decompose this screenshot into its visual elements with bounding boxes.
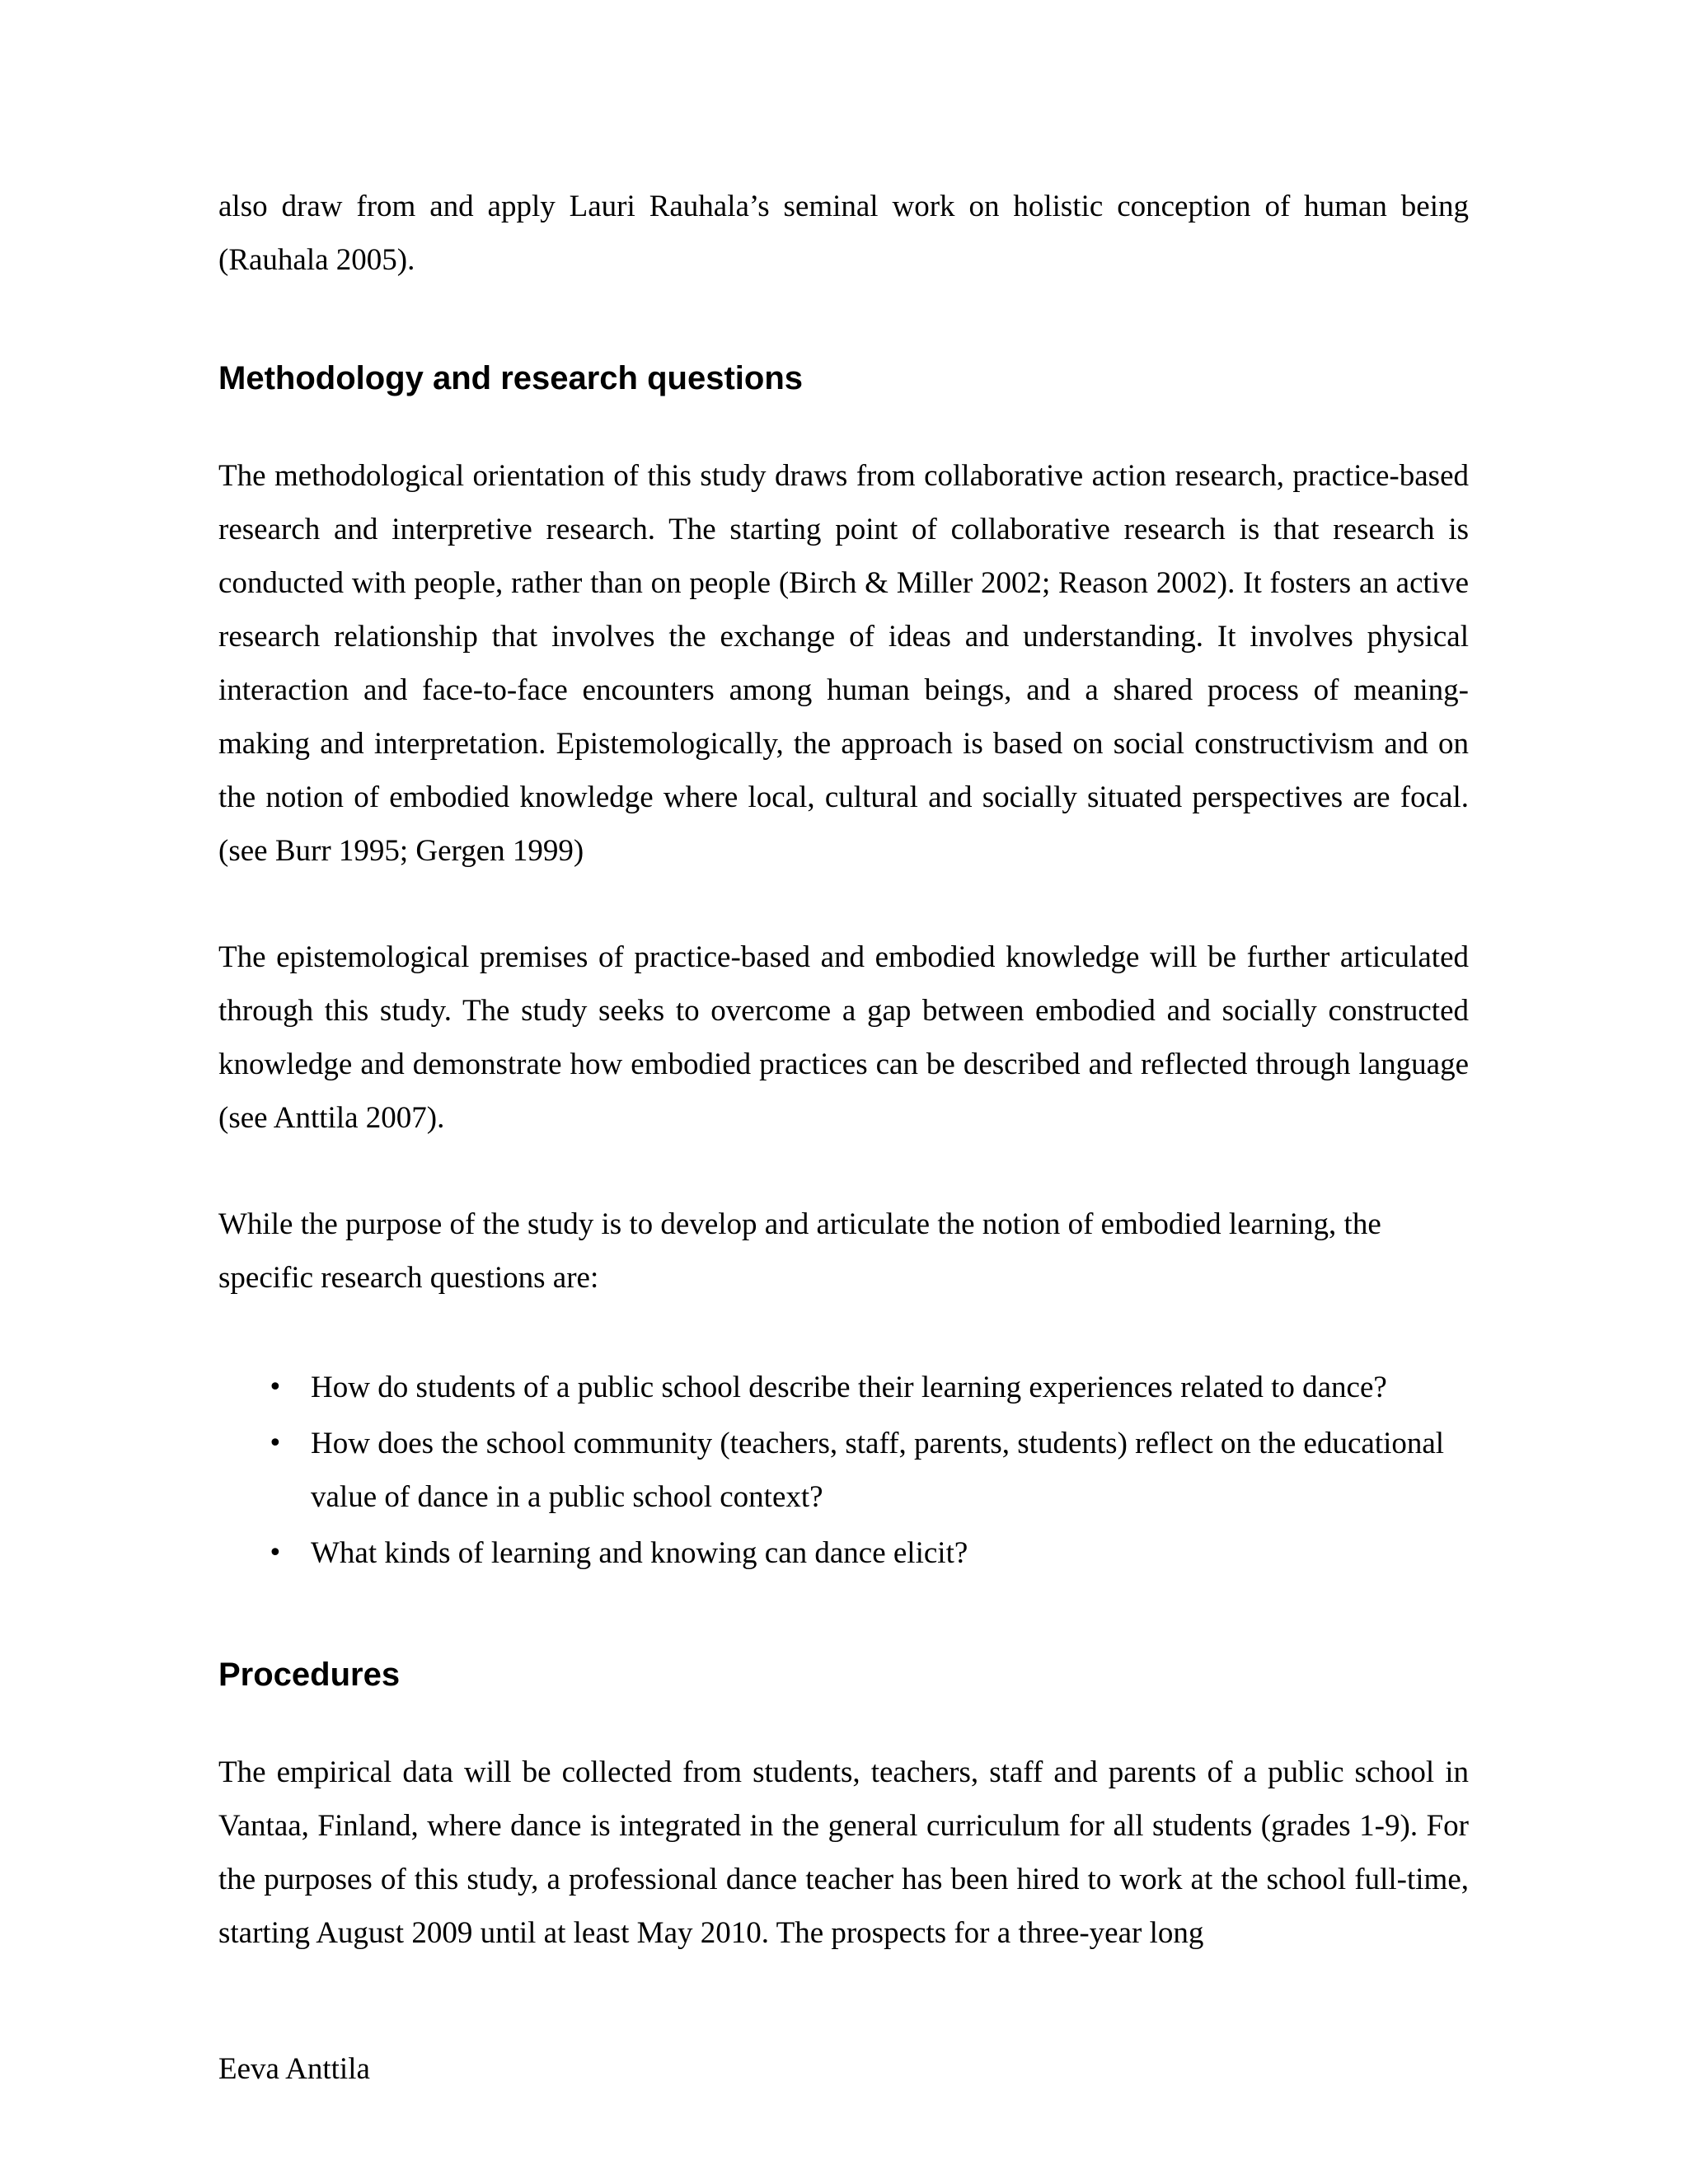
research-question-text: What kinds of learning and knowing can dance elicit? (311, 1536, 968, 1570)
research-question-item (218, 1417, 1469, 1524)
methodology-paragraph-1: The methodological orientation of this study draws from collaborative action research, practice-based research and interpretive research. The starting point of collaborative research is that research is conducted with people, rather than on people (Birch & Miller 2002; Reason 2002). It fosters an active research relationship that involves the exchange of ideas and understanding. It involves physical interaction and face-to-face encounters among human beings, and a shared process of meaning-making and interpretation. Epistemologically, the approach is based on social constructivism and on the notion of embodied knowledge where local, cultural and socially situated perspectives are focal. (see Burr 1995; Gergen 1999) (218, 459, 1469, 868)
methodology-paragraph-3: While the purpose of the study is to develop and articulate the notion of embodied learning, the specific research questions are: (218, 1207, 1381, 1295)
intro-paragraph: also draw from and apply Lauri Rauhala’s seminal work on holistic conception of human being (Rauhala 2005). (218, 190, 1469, 277)
procedures-heading: Procedures (218, 1657, 401, 1693)
research-question-item (218, 1361, 1469, 1414)
research-question-item (218, 1526, 1469, 1580)
bullet-icon: • (268, 1429, 283, 1458)
research-questions-list (218, 1361, 1469, 1580)
research-question-text: How do students of a public school describe their learning experiences related to dance? (311, 1371, 1387, 1404)
procedures-paragraph-1: The empirical data will be collected from students, teachers, staff and parents of a public school in Vantaa, Finland, where dance is integrated in the general curriculum for all students (grades 1-9). For the purposes of this study, a professional dance teacher has been hired to work at the school full-time, starting August 2009 until at least May 2010. The prospects for a three-year long (218, 1755, 1469, 1950)
bullet-icon: • (268, 1373, 283, 1402)
research-question-text: How does the school community (teachers, staff, parents, students) reflect on the educational value of dance in a public school context? (311, 1427, 1445, 1514)
bullet-icon: • (268, 1539, 283, 1568)
page-content (218, 180, 1469, 1960)
methodology-heading: Methodology and research questions (218, 360, 804, 396)
methodology-paragraph-2: The epistemological premises of practice-based and embodied knowledge will be further articulated through this study. The study seeks to overcome a gap between embodied and socially constructed knowledge and demonstrate how embodied practices can be described and reflected through language (see Anttila 2007). (218, 940, 1469, 1135)
page-footer-author: Eeva Anttila (218, 2052, 370, 2086)
